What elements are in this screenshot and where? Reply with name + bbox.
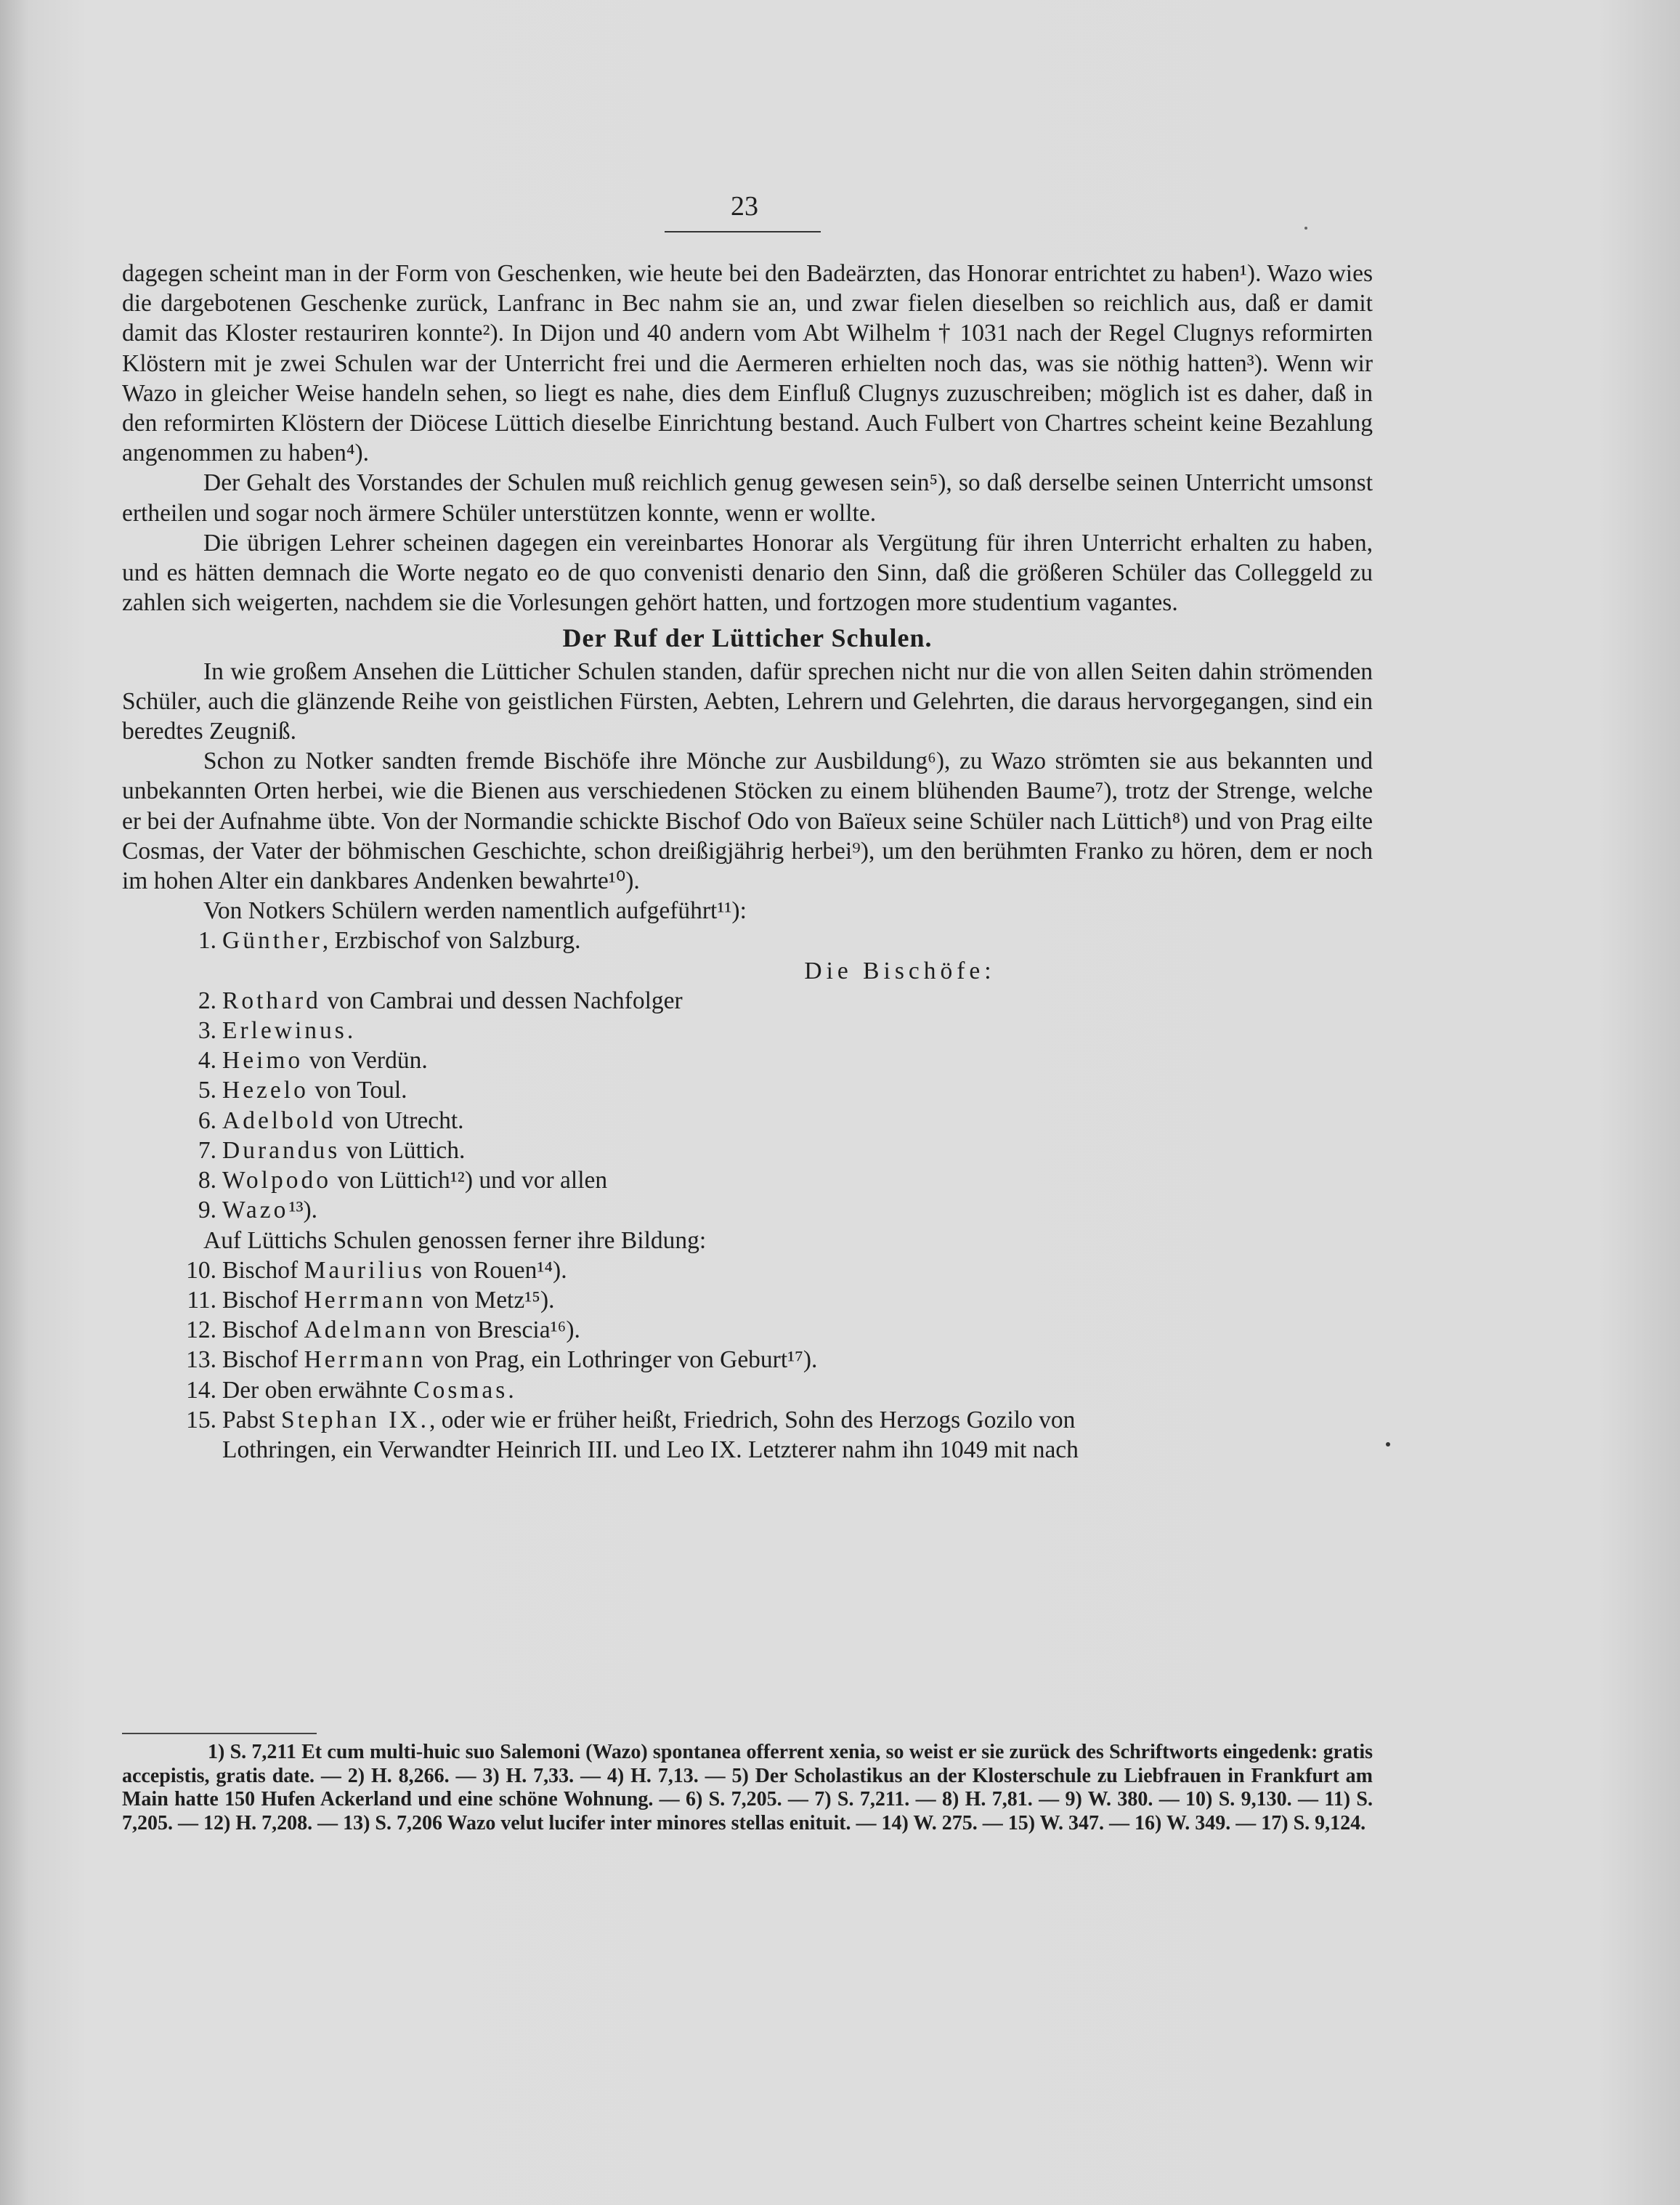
ink-speck — [1386, 1442, 1390, 1447]
list-item: 3. Erlewinus. — [198, 1017, 354, 1045]
footnote-rule — [122, 1733, 317, 1734]
student-list — [122, 926, 1373, 955]
paragraph: Der Gehalt des Vorstandes der Schulen muß reichlich genug gewesen sein⁵), so daß derselbe seinen Unterricht umsonst ertheilen und sogar noch ärmere Schüler unterstützen konnte, wenn er wollte. — [122, 469, 1373, 527]
list-item: 7. Durandus von Lüttich. — [198, 1136, 466, 1164]
list-intro: Auf Lüttichs Schulen genossen ferner ihre Bildung: — [203, 1226, 707, 1254]
list-item: 4. Heimo von Verdün. — [198, 1047, 428, 1075]
bishops-list — [122, 986, 1373, 1226]
alumni-list — [122, 1255, 1373, 1465]
body-text — [122, 259, 1373, 1465]
footnotes: 1) S. 7,211 Et cum multi-huic suo Salemoni (Wazo) spontanea offerrent xenia, so weist er sie zurück des Schriftworts eingedenk: gratis accepistis, gratis date. — 2) H. 8,266. — 3) H. 7,33. — 4) H. 7,13. — 5) Der Scholastikus an der Klosterschule zu Liebfrauen in Frankfurt am Main hatte 150 Hufen Ackerland und eine schöne Wohnung. — 6) S. 7,205. — 7) S. 7,211. — 8) H. 7,81. — 9) W. 380. — 10) S. 9,130. — 11) S. 7,205. — 12) H. 7,208. — 13) S. 7,206 Wazo velut lucifer inter minores stellas enituit. — 14) W. 275. — 15) W. 347. — 16) W. 349. — 17) S. 9,124. — [122, 1741, 1373, 1834]
header-rule — [665, 231, 821, 232]
page-number: 23 — [731, 191, 758, 222]
list-item: 9. Wazo¹³). — [198, 1197, 318, 1224]
paragraph: In wie großem Ansehen die Lütticher Schulen standen, dafür sprechen nicht nur die von allen Seiten dahin strömenden Schüler, auch die glänzende Reihe von geistlichen Fürsten, Aebten, Lehrern und Gelehrten, die daraus hervorgegangen, sind ein beredtes Zeugniß. — [122, 658, 1373, 745]
list-subheading: Die Bischöfe: — [804, 957, 996, 984]
list-item: 2. Rothard von Cambrai und dessen Nachfolger — [198, 987, 683, 1014]
list-item: 6. Adelbold von Utrecht. — [198, 1106, 464, 1134]
list-item: 8. Wolpodo von Lüttich¹²) und vor allen — [198, 1167, 608, 1194]
paragraph: dagegen scheint man in der Form von Geschenken, wie heute bei den Badeärzten, das Honorar entrichtet zu haben¹). Wazo wies die dargebotenen Geschenke zurück, Lanfranc in Bec nahm sie an, und zwar fielen dieselben so reichlich aus, daß er damit damit das Kloster restauriren konnte²). In Dijon und 40 andern vom Abt Wilhelm † 1031 nach der Regel Clugnys reformirten Klöstern mit je zwei Schulen war der Unterricht frei und die Aermeren erhielten noch das, was sie nöthig hatten³). Wenn wir Wazo in gleicher Weise handeln sehen, so liegt es nahe, dies dem Einfluß Clugnys zuzuschreiben; möglich ist es daher, daß in den reformirten Klöstern der Diöcese Lüttich dieselbe Einrichtung bestand. Auch Fulbert von Chartres scheint keine Bezahlung angenommen zu haben⁴). — [122, 260, 1373, 467]
list-item: 12. Bischof Adelmann von Brescia¹⁶). — [186, 1316, 580, 1344]
list-item: 14. Der oben erwähnte Cosmas. — [186, 1376, 514, 1404]
paragraph: Schon zu Notker sandten fremde Bischöfe ihre Mönche zur Ausbildung⁶), zu Wazo strömten sie aus bekannten und unbekannten Orten herbei, wie die Bienen aus verschiedenen Stöcken zu einem blühenden Baume⁷), trotz der Strenge, welche er bei der Aufnahme übte. Von der Normandie schickte Bischof Odo von Baïeux seine Schüler nach Lüttich⁸) und von Prag eilte Cosmas, der Vater der böhmischen Geschichte, schon dreißigjährig herbei⁹), um den berühmten Franko zu hören, dem er noch im hohen Alter ein dankbares Andenken bewahrte¹⁰). — [122, 748, 1373, 895]
list-item: 5. Hezelo von Toul. — [198, 1077, 407, 1104]
list-item: 13. Bischof Herrmann von Prag, ein Lothringer von Geburt¹⁷). — [186, 1346, 818, 1374]
section-heading: Der Ruf der Lütticher Schulen. — [562, 623, 933, 653]
ink-speck — [1304, 227, 1307, 230]
list-item: 10. Bischof Maurilius von Rouen¹⁴). — [186, 1256, 567, 1284]
list-item-continuation: Lothringen, ein Verwandter Heinrich III. und Leo IX. Letzterer nahm ihn 1049 mit nach — [222, 1436, 1079, 1463]
list-item: 15. Pabst Stephan IX., oder wie er früher heißt, Friedrich, Sohn des Herzogs Gozilo von — [186, 1406, 1076, 1433]
list-item: 11. Bischof Herrmann von Metz¹⁵). — [187, 1286, 555, 1314]
paragraph: Die übrigen Lehrer scheinen dagegen ein vereinbartes Honorar als Vergütung für ihren Unterricht erhalten zu haben, und es hätten demnach die Worte negato eo de quo convenisti denario den Sinn, daß die größeren Schüler das Colleggeld zu zahlen sich weigerten, nachdem sie die Vorlesungen gehört hatten, und fortzogen more studentium vagantes. — [122, 529, 1373, 617]
list-item: 1. Günther, Erzbischof von Salzburg. — [198, 927, 581, 955]
list-intro: Von Notkers Schülern werden namentlich aufgeführt¹¹): — [203, 897, 747, 925]
